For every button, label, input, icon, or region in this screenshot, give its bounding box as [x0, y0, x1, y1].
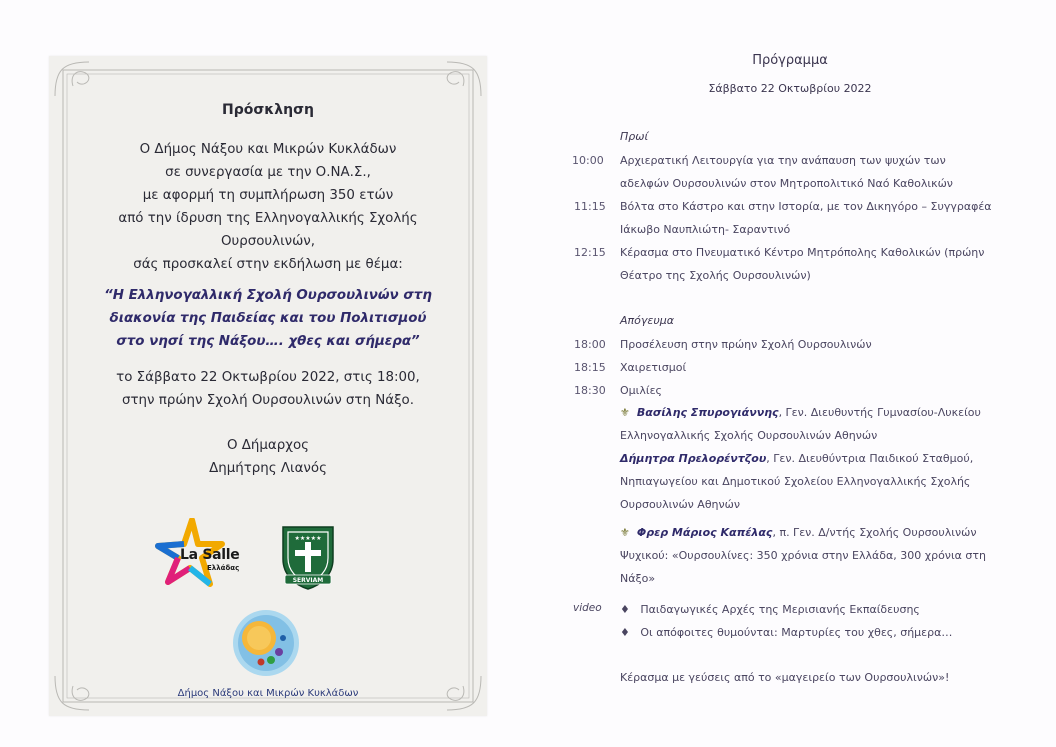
invitation-body-line: σε συνεργασία με την Ο.ΝΑ.Σ., — [165, 165, 371, 180]
speaker-line — [620, 526, 976, 539]
signature-name: Δημήτρης Λιανός — [209, 461, 327, 476]
invitation-card — [49, 56, 487, 716]
event-theme-line: “Η Ελληνογαλλική Σχολή Ουρσουλινών στη — [104, 288, 432, 303]
video-label: video — [573, 602, 602, 614]
item-text: Θέατρο της Σχολής Ουρσουλινών) — [620, 269, 811, 282]
item-text: Προσέλευση στην πρώην Σχολή Ουρσουλινών — [620, 338, 872, 351]
lasalle-name: La Salle — [180, 547, 240, 563]
invitation-body-line: Ο Δήμος Νάξου και Μικρών Κυκλάδων — [139, 142, 397, 157]
diamond-bullet-icon: ♦ — [620, 626, 630, 639]
video-item — [620, 626, 952, 639]
svg-text:★★★★★: ★★★★★ — [294, 535, 322, 542]
item-text: Αρχιερατική Λειτουργία για την ανάπαυση των ψυχών των — [620, 154, 946, 167]
item-text: Ομιλίες — [620, 384, 663, 397]
lasalle-subtitle: Ελλάδας — [207, 564, 240, 572]
event-place-line: στην πρώην Σχολή Ουρσουλινών στη Νάξο. — [122, 393, 414, 408]
item-time: 18:00 — [574, 338, 606, 351]
invitation-title: Πρόσκληση — [222, 102, 314, 118]
item-time: 18:15 — [574, 361, 606, 374]
item-time: 10:00 — [572, 154, 604, 167]
speaker-role: , Γεν. Διευθυντής Γυμνασίου-Λυκείου — [778, 406, 981, 419]
item-time: 18:30 — [574, 384, 606, 397]
item-time: 12:15 — [574, 246, 606, 259]
signature — [49, 434, 487, 480]
invitation-body — [49, 138, 487, 276]
speaker-name: Δήμητρα Πρελορέντζου — [620, 452, 767, 465]
fleur-icon: ⚜ — [620, 526, 630, 539]
item-text: Βόλτα στο Κάστρο και στην Ιστορία, με τον Δικηγόρο – Συγγραφέα — [620, 200, 992, 213]
speaker-role: , π. Γεν. Δ/ντής Σχολής Ουρσουλινών — [772, 526, 977, 539]
afternoon-label: Απόγευμα — [620, 314, 674, 327]
item-text: Νηπιαγωγείου και Δημοτικού Σχολείου Ελληνογαλλικής Σχολής — [620, 475, 971, 488]
crest-motto: SERVIAM — [292, 577, 324, 584]
diamond-bullet-icon: ♦ — [620, 603, 630, 616]
item-text: Χαιρετισμοί — [620, 361, 687, 374]
item-text: Ψυχικού: «Ουρσουλίνες: 350 χρόνια στην Ελλάδα, 300 χρόνια στη — [620, 549, 986, 562]
program-date: Σάββατο 22 Οκτωβρίου 2022 — [708, 82, 872, 95]
speaker-name: Φρερ Μάριος Καπέλας — [636, 526, 773, 539]
item-text: Νάξο» — [620, 572, 656, 585]
invitation-body-line: Ουρσουλινών, — [220, 234, 316, 249]
closing-note: Κέρασμα με γεύσεις από το «μαγειρείο των Ουρσουλινών»! — [620, 671, 950, 684]
fleur-icon: ⚜ — [620, 406, 630, 419]
speaker-line — [620, 406, 981, 419]
morning-label: Πρωί — [620, 130, 649, 143]
naxos-municipality-logo — [231, 608, 301, 678]
event-theme-line: στο νησί της Νάξου…. χθες και σήμερα” — [116, 334, 420, 349]
item-text: Ιάκωβο Ναυπλιώτη- Σαραντινό — [620, 223, 791, 236]
event-theme-line: διακονία της Παιδείας και του Πολιτισμού — [109, 311, 427, 326]
speaker-name: Βασίλης Σπυρογιάννης — [636, 406, 779, 419]
program-title: Πρόγραμμα — [752, 53, 828, 68]
event-when — [49, 366, 487, 412]
ursulines-crest-logo — [279, 523, 337, 591]
event-date-line: το Σάββατο 22 Οκτωβρίου 2022, στις 18:00, — [116, 370, 420, 385]
item-time: 11:15 — [574, 200, 606, 213]
event-theme — [49, 284, 487, 353]
video-item-text: Οι απόφοιτες θυμούνται: Μαρτυρίες του χθες, σήμερα… — [640, 626, 953, 639]
municipality-name: Δήμος Νάξου και Μικρών Κυκλάδων — [177, 688, 359, 699]
item-text: Ελληνογαλλικής Σχολής Ουρσουλινών Αθηνών — [620, 429, 878, 442]
speaker-line — [620, 452, 973, 465]
invitation-body-line: σάς προσκαλεί στην εκδήλωση με θέμα: — [133, 257, 403, 272]
invitation-body-line: από την ίδρυση της Ελληνογαλλικής Σχολής — [118, 211, 418, 226]
speaker-role: , Γεν. Διευθύντρια Παιδικού Σταθμού, — [766, 452, 974, 465]
video-item — [620, 603, 920, 616]
video-item-text: Παιδαγωγικές Αρχές της Μερισιανής Εκπαίδευσης — [640, 603, 920, 616]
item-text: Κέρασμα στο Πνευματικό Κέντρο Μητρόπολης Καθολικών (πρώην — [620, 246, 985, 259]
item-text: αδελφών Ουρσουλινών στον Μητροπολιτικό Ναό Καθολικών — [620, 177, 953, 190]
item-text: Ουρσουλινών Αθηνών — [620, 498, 741, 511]
signature-role: Ο Δήμαρχος — [226, 438, 310, 453]
invitation-body-line: με αφορμή τη συμπλήρωση 350 ετών — [142, 188, 394, 203]
